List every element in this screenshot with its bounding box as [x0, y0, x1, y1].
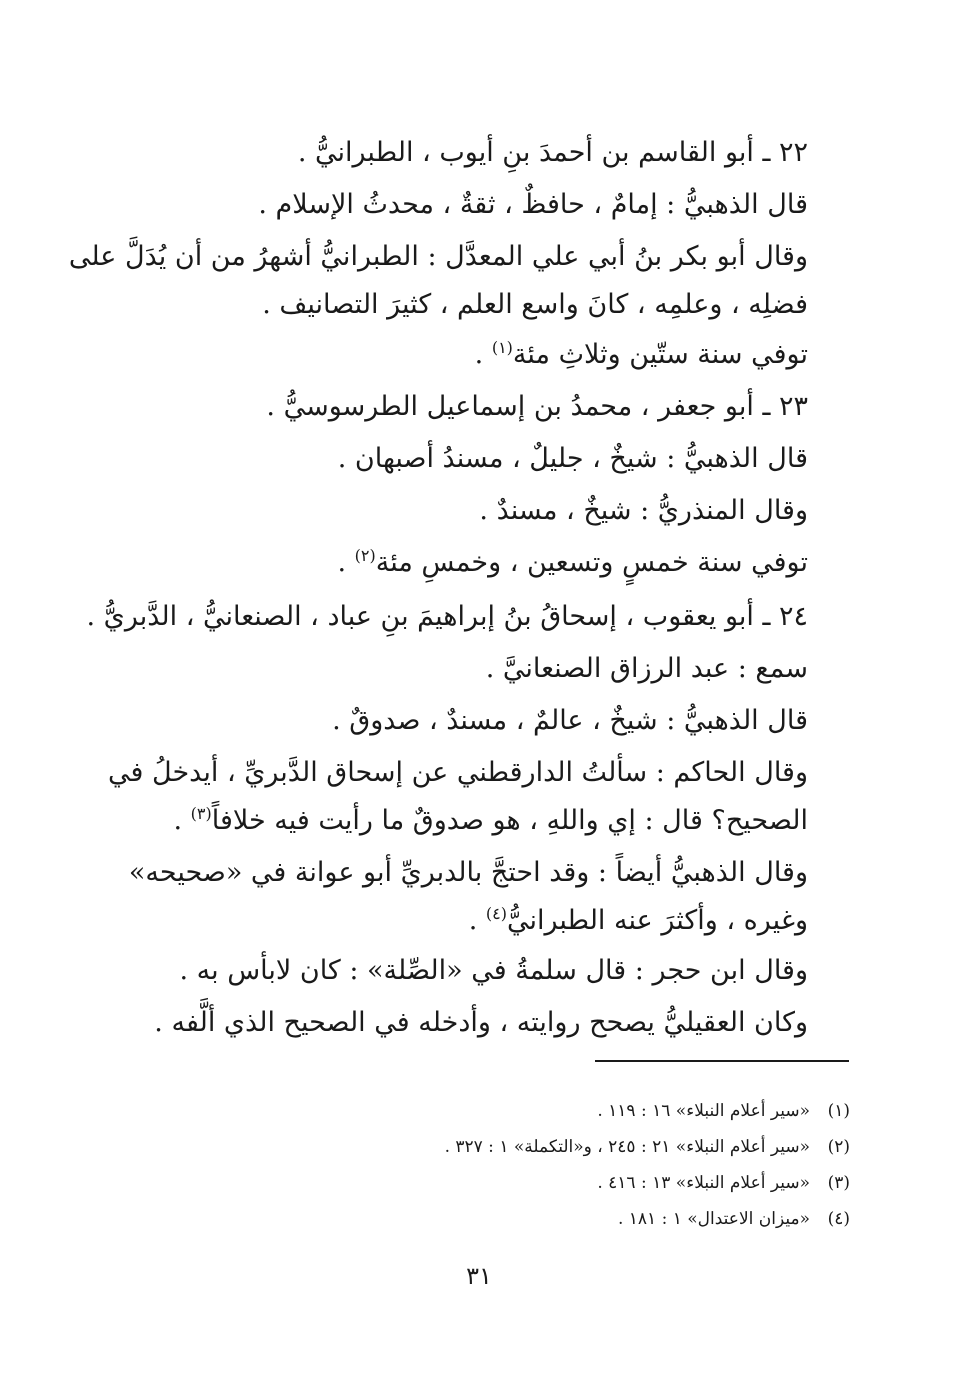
entry-22-heading: ٢٢ ـ أبو القاسم بن أحمدَ بنِ أيوب ، الطبرانيُّ .	[297, 137, 808, 168]
body-line: قال الذهبيُّ : شيخٌ ، جليلٌ ، مسندُ أصبهان .	[337, 443, 808, 474]
body-line: فضلِه ، وعلمِه ، كانَ واسع العلم ، كثيرَ التصانيف .	[262, 289, 808, 320]
footnote-4	[150, 1208, 850, 1230]
footnote-2	[150, 1136, 850, 1158]
footnote-3	[150, 1172, 850, 1194]
footnote-text: «سير أعلام النبلاء» ٢١ : ٢٤٥ ، و«التكملة» ١ : ٣٢٧ .	[444, 1137, 810, 1157]
body-line: وقال أبو بكر بنُ أبي علي المعدَّل : الطبرانيُّ أشهرُ من أن يُدَلَّ على	[68, 241, 808, 272]
body-line-text: توفي سنة ستّين وثلاثِ مئة	[512, 339, 808, 370]
body-line: وكان العقيليُّ يصحح روايته ، وأدخله في الصحيح الذي ألَّفه .	[154, 1007, 808, 1038]
body-line: وقال المنذريُّ : شيخٌ ، مسندٌ .	[479, 495, 808, 526]
footnote-text: «ميزان الاعتدال» ١ : ١٨١ .	[617, 1209, 810, 1229]
body-line: وقال الحاكم : سألتُ الدارقطني عن إسحاق الدَّبريِّ ، أيدخلُ في	[108, 757, 808, 788]
body-line-text: الصحيح؟ قال : إي واللهِ ، هو صدوقٌ ما رأيت فيه خلافاً	[211, 805, 808, 836]
entry-23-heading: ٢٣ ـ أبو جعفر ، محمدُ بن إسماعيل الطرسوسيُّ .	[266, 391, 808, 422]
page-number: ٣١	[466, 1262, 492, 1290]
footnote-ref-1: (١)	[491, 338, 513, 357]
body-line: قال الذهبيُّ : شيخٌ ، عالمٌ ، مسندٌ ، صدوقٌ .	[332, 705, 808, 736]
footnote-number: (٤)	[827, 1209, 850, 1229]
footnote-ref-2: (٢)	[354, 546, 376, 565]
sentence-end: .	[474, 339, 492, 370]
body-line: قال الذهبيُّ : إمامٌ ، حافظٌ ، ثقةٌ ، محدثُ الإسلام .	[258, 189, 808, 220]
sentence-end: .	[468, 905, 486, 936]
footnote-1	[150, 1100, 850, 1122]
body-line-text: وغيره ، وأكثرَ عنه الطبرانيُّ	[506, 905, 808, 936]
footnote-ref-4: (٤)	[485, 904, 507, 923]
body-line	[150, 906, 808, 936]
footnote-number: (٣)	[827, 1173, 850, 1193]
body-line	[150, 548, 808, 578]
body-line-text: توفي سنة خمسٍ وتسعين ، وخمسِ مئة	[375, 547, 808, 578]
footnote-number: (٢)	[827, 1137, 850, 1157]
body-line	[150, 806, 808, 836]
sentence-end: .	[337, 547, 355, 578]
footnote-number: (١)	[827, 1101, 850, 1121]
sentence-end: .	[173, 805, 191, 836]
body-line: وقال الذهبيُّ أيضاً : وقد احتجَّ بالدبريِّ أبو عوانة في «صحيحه»	[128, 857, 808, 888]
footnote-ref-3: (٣)	[190, 804, 212, 823]
footnote-text: «سير أعلام النبلاء» ١٦ : ١١٩ .	[597, 1101, 810, 1121]
body-line: سمع : عبد الرزاق الصنعانيَّ .	[485, 653, 808, 684]
footnote-text: «سير أعلام النبلاء» ١٣ : ٤١٦ .	[597, 1173, 810, 1193]
body-line	[150, 340, 808, 370]
footnote-separator	[595, 1060, 849, 1062]
entry-24-heading: ٢٤ ـ أبو يعقوب ، إسحاقُ بنُ إبراهيمَ بنِ عباد ، الصنعانيُّ ، الدَّبريُّ .	[86, 601, 808, 632]
body-line: وقال ابن حجر : قال سلمةُ في «الصِّلة» : كان لابأس به .	[179, 955, 808, 986]
